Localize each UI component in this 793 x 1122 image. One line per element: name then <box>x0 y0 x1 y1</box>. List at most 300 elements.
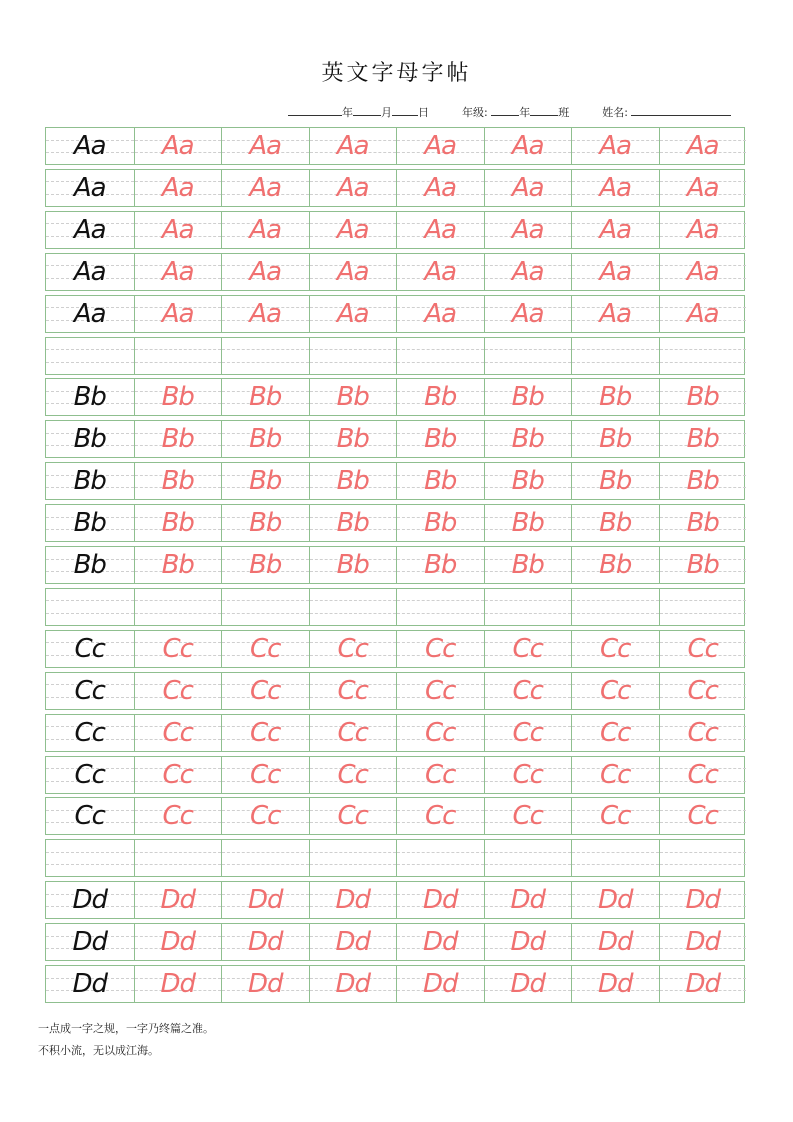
trace-letter: Cc <box>250 717 281 748</box>
trace-cell[interactable] <box>134 338 222 374</box>
trace-letter: Aa <box>511 131 544 161</box>
trace-letter: Cc <box>337 759 368 790</box>
trace-cell[interactable] <box>571 840 659 876</box>
trace-letter: Aa <box>336 256 369 287</box>
trace-letter: Aa <box>336 131 369 161</box>
name-blank[interactable] <box>631 105 731 116</box>
model-letter: Aa <box>73 256 106 287</box>
model-cell[interactable] <box>46 547 134 583</box>
trace-letter: Dd <box>247 927 283 958</box>
trace-letter: Aa <box>161 131 194 161</box>
trace-cell[interactable] <box>134 882 222 918</box>
trace-cell[interactable] <box>396 379 484 415</box>
trace-cell[interactable] <box>134 757 222 793</box>
trace-cell[interactable] <box>484 757 572 793</box>
trace-cell[interactable] <box>134 798 222 834</box>
model-letter: Dd <box>72 927 108 958</box>
trace-cell[interactable] <box>134 547 222 583</box>
trace-cell[interactable] <box>396 798 484 834</box>
trace-letter: Bb <box>599 424 632 455</box>
trace-letter <box>572 840 659 876</box>
trace-cell[interactable] <box>396 254 484 290</box>
trace-cell[interactable] <box>659 589 747 625</box>
trace-cell[interactable] <box>309 924 397 960</box>
trace-letter <box>135 840 222 876</box>
practice-row <box>45 965 745 1003</box>
trace-cell[interactable] <box>134 924 222 960</box>
practice-row <box>45 923 745 961</box>
trace-letter: Aa <box>686 298 719 329</box>
trace-cell[interactable] <box>659 966 747 1002</box>
model-cell[interactable] <box>46 212 134 248</box>
day-blank[interactable] <box>392 105 418 116</box>
trace-cell[interactable] <box>659 296 747 332</box>
trace-cell[interactable] <box>484 798 572 834</box>
trace-cell[interactable] <box>484 379 572 415</box>
class-blank[interactable] <box>530 105 558 116</box>
practice-row <box>45 378 745 416</box>
trace-cell[interactable] <box>134 463 222 499</box>
month-blank[interactable] <box>353 105 381 116</box>
trace-letter: Dd <box>160 885 196 916</box>
trace-letter: Cc <box>162 759 193 790</box>
model-cell[interactable] <box>46 631 134 667</box>
trace-cell[interactable] <box>571 421 659 457</box>
trace-cell[interactable] <box>221 715 309 751</box>
trace-letter: Cc <box>512 717 543 748</box>
trace-cell[interactable] <box>571 924 659 960</box>
trace-letter <box>135 338 222 374</box>
trace-letter <box>310 840 397 876</box>
trace-letter: Dd <box>247 885 283 916</box>
trace-cell[interactable] <box>571 379 659 415</box>
trace-cell[interactable] <box>659 338 747 374</box>
day-label: 日 <box>418 106 429 119</box>
trace-cell[interactable] <box>396 547 484 583</box>
grade-label: 年级: <box>462 106 488 119</box>
trace-letter: Cc <box>337 717 368 748</box>
trace-cell[interactable] <box>396 463 484 499</box>
trace-cell[interactable] <box>396 882 484 918</box>
trace-cell[interactable] <box>221 254 309 290</box>
trace-cell[interactable] <box>571 715 659 751</box>
trace-cell[interactable] <box>484 882 572 918</box>
trace-cell[interactable] <box>309 673 397 709</box>
trace-letter: Cc <box>600 801 631 832</box>
trace-letter: Cc <box>250 759 281 790</box>
trace-letter: Cc <box>425 633 456 664</box>
model-cell[interactable] <box>46 128 134 164</box>
trace-letter: Aa <box>424 131 457 161</box>
trace-letter: Bb <box>336 508 369 539</box>
trace-cell[interactable] <box>396 631 484 667</box>
trace-cell[interactable] <box>571 547 659 583</box>
grade-year-label: 年 <box>519 106 531 119</box>
trace-letter: Bb <box>424 424 457 455</box>
trace-cell[interactable] <box>484 128 572 164</box>
trace-letter: Bb <box>424 382 457 413</box>
trace-cell[interactable] <box>134 296 222 332</box>
model-cell[interactable] <box>46 757 134 793</box>
trace-letter: Dd <box>597 927 633 958</box>
model-cell[interactable] <box>46 338 134 374</box>
trace-cell[interactable] <box>134 254 222 290</box>
trace-cell[interactable] <box>396 505 484 541</box>
model-cell[interactable] <box>46 882 134 918</box>
model-letter: Cc <box>74 633 105 664</box>
year-blank[interactable] <box>288 105 342 116</box>
trace-cell[interactable] <box>396 338 484 374</box>
trace-cell[interactable] <box>221 128 309 164</box>
trace-cell[interactable] <box>309 379 397 415</box>
trace-letter: Bb <box>249 550 282 580</box>
trace-cell[interactable] <box>309 840 397 876</box>
trace-cell[interactable] <box>571 673 659 709</box>
trace-cell[interactable] <box>396 966 484 1002</box>
trace-cell[interactable] <box>396 840 484 876</box>
trace-letter: Dd <box>160 969 196 999</box>
trace-letter: Dd <box>335 927 371 958</box>
trace-cell[interactable] <box>659 421 747 457</box>
trace-cell[interactable] <box>484 631 572 667</box>
trace-cell[interactable] <box>309 421 397 457</box>
trace-letter: Aa <box>686 256 719 287</box>
model-letter <box>46 338 134 374</box>
model-cell[interactable] <box>46 379 134 415</box>
model-cell[interactable] <box>46 966 134 1002</box>
trace-cell[interactable] <box>221 212 309 248</box>
trace-cell[interactable] <box>221 673 309 709</box>
trace-cell[interactable] <box>396 212 484 248</box>
trace-cell[interactable] <box>396 589 484 625</box>
trace-cell[interactable] <box>659 798 747 834</box>
trace-cell[interactable] <box>221 966 309 1002</box>
practice-row <box>45 337 745 375</box>
trace-letter: Bb <box>686 382 719 413</box>
practice-row <box>45 462 745 500</box>
trace-letter <box>660 840 747 876</box>
trace-cell[interactable] <box>221 421 309 457</box>
trace-cell[interactable] <box>659 840 747 876</box>
trace-cell[interactable] <box>134 421 222 457</box>
trace-letter: Bb <box>599 466 632 497</box>
trace-letter: Bb <box>686 466 719 497</box>
trace-letter: Cc <box>425 717 456 748</box>
trace-letter: Bb <box>161 424 194 455</box>
trace-letter: Dd <box>597 885 633 916</box>
model-cell[interactable] <box>46 673 134 709</box>
trace-cell[interactable] <box>134 379 222 415</box>
model-cell[interactable] <box>46 589 134 625</box>
trace-letter: Dd <box>685 969 721 999</box>
trace-cell[interactable] <box>221 296 309 332</box>
trace-cell[interactable] <box>134 631 222 667</box>
trace-cell[interactable] <box>221 505 309 541</box>
trace-cell[interactable] <box>484 463 572 499</box>
model-letter <box>46 589 134 625</box>
trace-cell[interactable] <box>309 589 397 625</box>
trace-cell[interactable] <box>221 882 309 918</box>
trace-cell[interactable] <box>221 798 309 834</box>
trace-letter: Aa <box>424 256 457 287</box>
trace-letter: Aa <box>161 214 194 245</box>
trace-cell[interactable] <box>134 212 222 248</box>
trace-letter: Bb <box>161 550 194 580</box>
trace-letter: Cc <box>425 759 456 790</box>
trace-cell[interactable] <box>659 379 747 415</box>
trace-letter: Aa <box>686 214 719 245</box>
trace-cell[interactable] <box>134 966 222 1002</box>
trace-cell[interactable] <box>396 128 484 164</box>
trace-letter <box>135 589 222 625</box>
practice-row <box>45 546 745 584</box>
model-letter: Aa <box>73 298 106 329</box>
trace-cell[interactable] <box>484 966 572 1002</box>
trace-cell[interactable] <box>659 924 747 960</box>
trace-cell[interactable] <box>309 338 397 374</box>
model-cell[interactable] <box>46 798 134 834</box>
trace-letter: Bb <box>511 466 544 497</box>
trace-letter <box>222 840 309 876</box>
trace-cell[interactable] <box>309 631 397 667</box>
trace-letter: Cc <box>337 633 368 664</box>
trace-letter: Bb <box>686 424 719 455</box>
trace-cell[interactable] <box>484 505 572 541</box>
trace-cell[interactable] <box>571 505 659 541</box>
trace-letter: Bb <box>249 424 282 455</box>
trace-letter <box>310 338 397 374</box>
trace-cell[interactable] <box>221 170 309 206</box>
trace-cell[interactable] <box>221 379 309 415</box>
trace-cell[interactable] <box>659 715 747 751</box>
trace-letter: Aa <box>424 298 457 329</box>
trace-letter: Bb <box>511 382 544 413</box>
trace-cell[interactable] <box>309 966 397 1002</box>
trace-letter: Dd <box>160 927 196 958</box>
trace-cell[interactable] <box>134 715 222 751</box>
trace-cell[interactable] <box>309 128 397 164</box>
trace-cell[interactable] <box>571 212 659 248</box>
model-cell[interactable] <box>46 296 134 332</box>
trace-cell[interactable] <box>571 757 659 793</box>
trace-cell[interactable] <box>571 631 659 667</box>
trace-cell[interactable] <box>221 463 309 499</box>
trace-letter: Bb <box>336 382 369 413</box>
trace-cell[interactable] <box>484 924 572 960</box>
trace-letter: Aa <box>161 256 194 287</box>
footer-quote-2: 不积小流，无以成江海。 <box>38 1044 159 1057</box>
trace-cell[interactable] <box>659 882 747 918</box>
trace-cell[interactable] <box>309 505 397 541</box>
trace-cell[interactable] <box>484 673 572 709</box>
trace-letter: Cc <box>687 675 718 706</box>
model-letter: Cc <box>74 759 105 790</box>
trace-cell[interactable] <box>221 924 309 960</box>
trace-cell[interactable] <box>571 170 659 206</box>
trace-cell[interactable] <box>309 882 397 918</box>
trace-cell[interactable] <box>659 254 747 290</box>
trace-cell[interactable] <box>484 212 572 248</box>
trace-cell[interactable] <box>659 673 747 709</box>
trace-letter <box>660 589 747 625</box>
trace-cell[interactable] <box>309 254 397 290</box>
trace-letter <box>397 840 484 876</box>
trace-letter: Dd <box>510 927 546 958</box>
trace-letter <box>222 338 309 374</box>
model-cell[interactable] <box>46 924 134 960</box>
model-cell[interactable] <box>46 421 134 457</box>
model-cell[interactable] <box>46 463 134 499</box>
trace-cell[interactable] <box>309 757 397 793</box>
model-cell[interactable] <box>46 715 134 751</box>
trace-cell[interactable] <box>134 170 222 206</box>
trace-cell[interactable] <box>659 463 747 499</box>
trace-letter: Cc <box>600 675 631 706</box>
trace-cell[interactable] <box>484 254 572 290</box>
header-info-line <box>288 104 731 120</box>
model-cell[interactable] <box>46 254 134 290</box>
trace-letter: Cc <box>687 759 718 790</box>
model-cell[interactable] <box>46 840 134 876</box>
trace-letter: Cc <box>687 801 718 832</box>
trace-letter: Cc <box>512 675 543 706</box>
trace-letter: Aa <box>686 172 719 203</box>
trace-cell[interactable] <box>659 170 747 206</box>
trace-cell[interactable] <box>484 840 572 876</box>
practice-row <box>45 588 745 626</box>
model-letter: Dd <box>72 969 108 999</box>
practice-row <box>45 420 745 458</box>
trace-cell[interactable] <box>659 212 747 248</box>
trace-cell[interactable] <box>484 296 572 332</box>
trace-cell[interactable] <box>484 589 572 625</box>
trace-letter <box>660 338 747 374</box>
trace-letter: Cc <box>687 633 718 664</box>
trace-cell[interactable] <box>571 882 659 918</box>
trace-cell[interactable] <box>484 170 572 206</box>
trace-cell[interactable] <box>659 757 747 793</box>
trace-letter: Cc <box>512 633 543 664</box>
trace-letter: Bb <box>336 466 369 497</box>
trace-cell[interactable] <box>396 715 484 751</box>
trace-cell[interactable] <box>309 798 397 834</box>
trace-cell[interactable] <box>134 673 222 709</box>
trace-letter: Bb <box>511 508 544 539</box>
trace-cell[interactable] <box>396 170 484 206</box>
trace-letter: Cc <box>162 801 193 832</box>
trace-letter <box>572 589 659 625</box>
trace-letter: Cc <box>250 675 281 706</box>
trace-cell[interactable] <box>221 631 309 667</box>
trace-cell[interactable] <box>309 296 397 332</box>
trace-letter <box>397 338 484 374</box>
model-letter: Bb <box>73 550 106 580</box>
trace-cell[interactable] <box>309 212 397 248</box>
model-letter: Bb <box>73 508 106 539</box>
trace-cell[interactable] <box>659 631 747 667</box>
trace-cell[interactable] <box>396 673 484 709</box>
trace-cell[interactable] <box>221 757 309 793</box>
trace-cell[interactable] <box>571 128 659 164</box>
trace-cell[interactable] <box>659 128 747 164</box>
practice-row <box>45 127 745 165</box>
model-letter: Aa <box>73 172 106 203</box>
trace-cell[interactable] <box>134 505 222 541</box>
trace-cell[interactable] <box>309 715 397 751</box>
trace-letter: Aa <box>249 172 282 203</box>
trace-letter: Bb <box>424 550 457 580</box>
trace-cell[interactable] <box>484 421 572 457</box>
trace-letter: Aa <box>249 214 282 245</box>
model-cell[interactable] <box>46 170 134 206</box>
trace-cell[interactable] <box>659 547 747 583</box>
grade-blank[interactable] <box>491 105 519 116</box>
trace-letter: Aa <box>336 172 369 203</box>
trace-letter: Bb <box>599 508 632 539</box>
trace-cell[interactable] <box>396 757 484 793</box>
trace-letter: Bb <box>161 508 194 539</box>
trace-cell[interactable] <box>134 840 222 876</box>
trace-cell[interactable] <box>571 798 659 834</box>
trace-letter: Dd <box>685 885 721 916</box>
trace-cell[interactable] <box>571 296 659 332</box>
trace-cell[interactable] <box>484 547 572 583</box>
trace-letter: Dd <box>597 969 633 999</box>
trace-cell[interactable] <box>221 840 309 876</box>
trace-cell[interactable] <box>484 715 572 751</box>
trace-cell[interactable] <box>309 547 397 583</box>
practice-row <box>45 295 745 333</box>
model-cell[interactable] <box>46 505 134 541</box>
trace-cell[interactable] <box>659 505 747 541</box>
trace-cell[interactable] <box>221 589 309 625</box>
trace-letter: Dd <box>510 885 546 916</box>
trace-letter: Aa <box>511 256 544 287</box>
trace-letter: Cc <box>250 633 281 664</box>
trace-cell[interactable] <box>396 924 484 960</box>
trace-cell[interactable] <box>396 421 484 457</box>
trace-letter: Cc <box>600 759 631 790</box>
trace-cell[interactable] <box>571 338 659 374</box>
trace-cell[interactable] <box>571 589 659 625</box>
trace-cell[interactable] <box>571 463 659 499</box>
trace-cell[interactable] <box>309 170 397 206</box>
practice-row <box>45 797 745 835</box>
trace-cell[interactable] <box>221 547 309 583</box>
month-label: 月 <box>381 106 392 119</box>
trace-letter: Aa <box>249 256 282 287</box>
practice-row <box>45 253 745 291</box>
trace-cell[interactable] <box>571 966 659 1002</box>
trace-cell[interactable] <box>134 128 222 164</box>
trace-letter: Dd <box>685 927 721 958</box>
trace-letter: Aa <box>511 214 544 245</box>
trace-letter: Aa <box>161 172 194 203</box>
trace-letter: Dd <box>335 969 371 999</box>
trace-letter: Aa <box>599 131 632 161</box>
trace-cell[interactable] <box>221 338 309 374</box>
trace-cell[interactable] <box>309 463 397 499</box>
trace-letter: Aa <box>336 298 369 329</box>
trace-cell[interactable] <box>396 296 484 332</box>
trace-letter: Dd <box>335 885 371 916</box>
trace-letter: Aa <box>424 172 457 203</box>
trace-cell[interactable] <box>484 338 572 374</box>
trace-cell[interactable] <box>134 589 222 625</box>
trace-letter: Bb <box>336 424 369 455</box>
trace-cell[interactable] <box>571 254 659 290</box>
trace-letter <box>485 840 572 876</box>
